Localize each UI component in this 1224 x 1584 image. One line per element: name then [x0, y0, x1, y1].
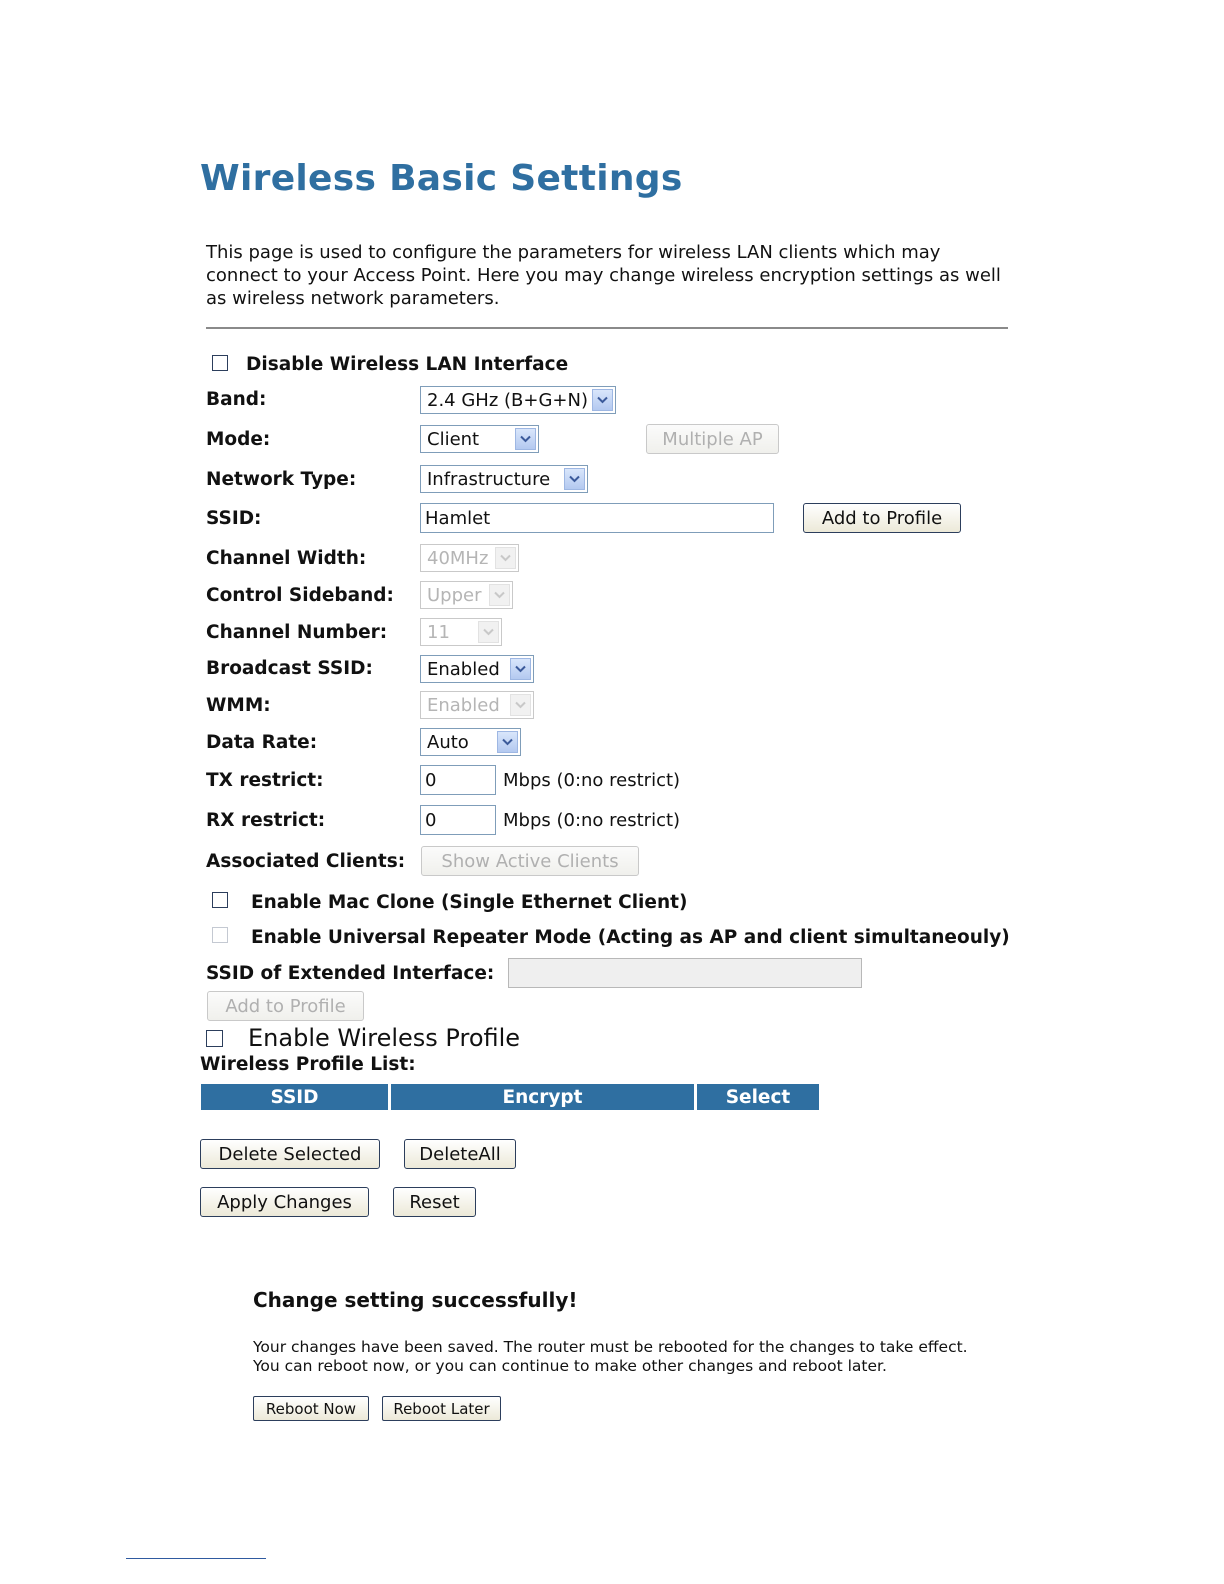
apply-changes-button[interactable]: Apply Changes	[200, 1187, 369, 1217]
network-type-label: Network Type:	[206, 469, 357, 490]
add-to-profile-button[interactable]: Add to Profile	[803, 503, 961, 533]
delete-selected-button[interactable]: Delete Selected	[200, 1139, 380, 1169]
disable-wlan-label: Disable Wireless LAN Interface	[246, 354, 569, 375]
footer-line	[126, 1558, 266, 1559]
wireless-profile-checkbox[interactable]	[206, 1030, 223, 1047]
chevron-down-icon	[510, 658, 531, 680]
chevron-down-icon	[515, 428, 536, 450]
chevron-down-icon	[489, 584, 510, 606]
network-type-select[interactable]	[420, 465, 588, 493]
delete-all-button[interactable]: DeleteAll	[404, 1139, 516, 1169]
channel-number-value: 11	[427, 621, 450, 643]
mac-clone-checkbox[interactable]	[212, 892, 228, 908]
universal-repeater-checkbox[interactable]	[212, 927, 228, 943]
channel-width-value: 40MHz	[427, 547, 489, 569]
extended-ssid-input[interactable]	[508, 958, 862, 988]
tx-restrict-label: TX restrict:	[206, 770, 324, 791]
data-rate-label: Data Rate:	[206, 732, 318, 753]
band-value: 2.4 GHz (B+G+N)	[427, 389, 588, 411]
column-header-encrypt: Encrypt	[391, 1084, 694, 1110]
success-message-title: Change setting successfully!	[253, 1288, 578, 1312]
rx-restrict-unit: Mbps (0:no restrict)	[503, 810, 681, 831]
control-sideband-value: Upper	[427, 584, 482, 606]
wmm-label: WMM:	[206, 695, 271, 716]
show-active-clients-button[interactable]: Show Active Clients	[421, 846, 639, 876]
wmm-select[interactable]	[420, 691, 534, 719]
mode-select[interactable]	[420, 425, 539, 453]
control-sideband-label: Control Sideband:	[206, 585, 394, 606]
wmm-value: Enabled	[427, 694, 500, 716]
data-rate-select[interactable]	[420, 728, 521, 756]
channel-number-select[interactable]	[420, 618, 502, 646]
success-message-line2: You can reboot now, or you can continue to make other changes and reboot later.	[253, 1357, 887, 1375]
tx-restrict-unit: Mbps (0:no restrict)	[503, 770, 681, 791]
mode-label: Mode:	[206, 429, 271, 450]
tx-restrict-input[interactable]: 0	[420, 765, 496, 795]
wireless-profile-label: Enable Wireless Profile	[248, 1024, 521, 1052]
data-rate-value: Auto	[427, 731, 469, 753]
extended-ssid-label: SSID of Extended Interface:	[206, 963, 495, 984]
extended-add-to-profile-button[interactable]: Add to Profile	[207, 991, 364, 1021]
broadcast-ssid-value: Enabled	[427, 658, 500, 680]
success-message-line1: Your changes have been saved. The router must be rebooted for the changes to take effect.	[253, 1338, 968, 1356]
control-sideband-select[interactable]	[420, 581, 513, 609]
chevron-down-icon	[510, 694, 531, 716]
multiple-ap-button[interactable]: Multiple AP	[646, 424, 779, 454]
band-select[interactable]	[420, 386, 616, 414]
column-header-ssid: SSID	[201, 1084, 388, 1110]
mode-value: Client	[427, 428, 480, 450]
chevron-down-icon	[497, 731, 518, 753]
ssid-input[interactable]: Hamlet	[420, 503, 774, 533]
reset-button[interactable]: Reset	[393, 1187, 476, 1217]
band-label: Band:	[206, 389, 267, 410]
mac-clone-label: Enable Mac Clone (Single Ethernet Client)	[251, 892, 688, 913]
reboot-later-button[interactable]: Reboot Later	[382, 1396, 501, 1421]
broadcast-ssid-label: Broadcast SSID:	[206, 658, 373, 679]
associated-clients-label: Associated Clients:	[206, 851, 406, 872]
ssid-label: SSID:	[206, 508, 262, 529]
channel-width-label: Channel Width:	[206, 548, 367, 569]
chevron-down-icon	[495, 547, 516, 569]
channel-number-label: Channel Number:	[206, 622, 388, 643]
chevron-down-icon	[592, 389, 613, 411]
column-header-select: Select	[697, 1084, 819, 1110]
universal-repeater-label: Enable Universal Repeater Mode (Acting as AP and client simultaneouly)	[251, 927, 1010, 948]
reboot-now-button[interactable]: Reboot Now	[253, 1396, 369, 1421]
page-title: Wireless Basic Settings	[200, 158, 683, 199]
chevron-down-icon	[564, 468, 585, 490]
profile-list-title: Wireless Profile List:	[200, 1054, 416, 1075]
chevron-down-icon	[478, 621, 499, 643]
channel-width-select[interactable]	[420, 544, 519, 572]
rx-restrict-input[interactable]: 0	[420, 805, 496, 835]
page-description: This page is used to configure the parameters for wireless LAN clients which may connect to your Access Point. Here you may change wireless encryption settings as well as wireless network parameters.	[206, 242, 1001, 309]
rx-restrict-label: RX restrict:	[206, 810, 326, 831]
broadcast-ssid-select[interactable]	[420, 655, 534, 683]
network-type-value: Infrastructure	[427, 468, 551, 490]
disable-wlan-checkbox[interactable]	[212, 355, 228, 371]
divider	[206, 327, 1008, 329]
